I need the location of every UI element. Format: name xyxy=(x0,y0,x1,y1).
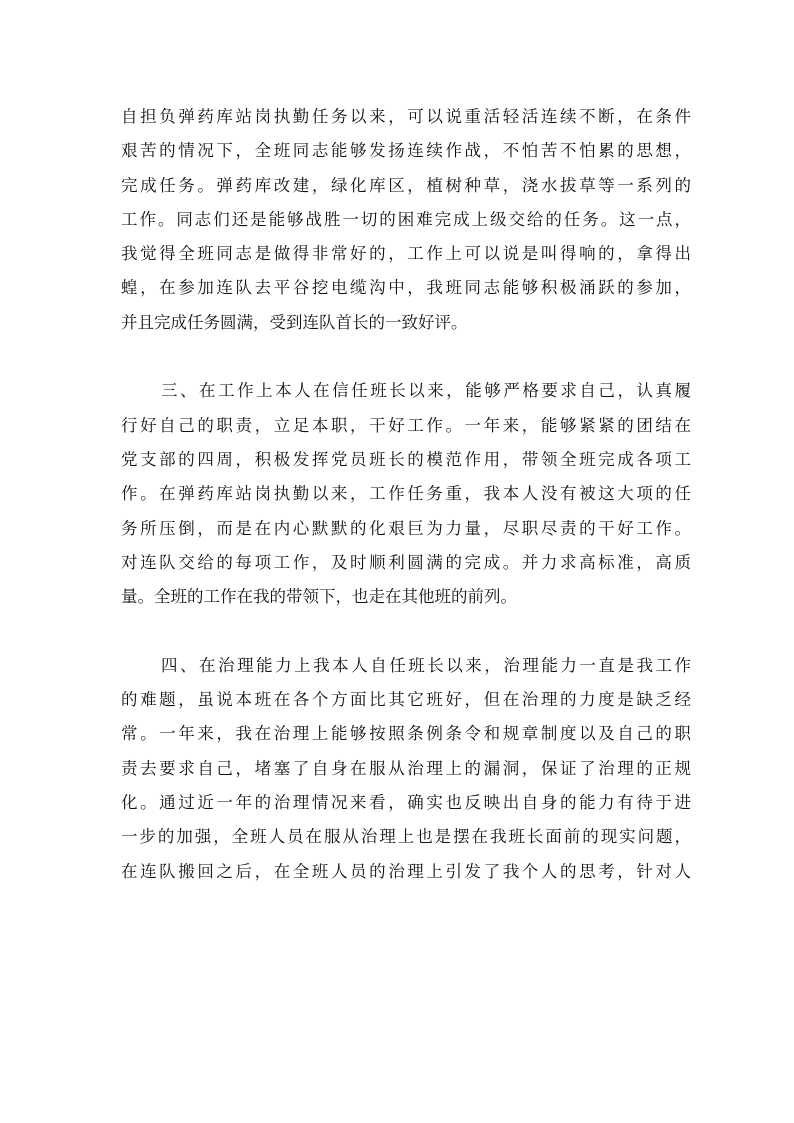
text-line: 自担负弹药库站岗执勤任务以来，可以说重活轻活连续不断，在条件 xyxy=(121,107,691,126)
paragraph-section-four xyxy=(121,649,691,889)
text-line: 的难题，虽说本班在各个方面比其它班好，但在治理的力度是缺乏经 xyxy=(121,690,691,710)
text-line: 四、在治理能力上我本人自任班长以来，治理能力一直是我工作 xyxy=(161,655,691,675)
text-line: 对连队交给的每项工作，及时顺利圆满的完成。并力求高标准，高质 xyxy=(121,552,691,572)
text-line: 党支部的四周，积极发挥党员班长的模范作用，带领全班完成各项工 xyxy=(121,449,691,469)
text-line: 完成任务。弹药库改建，绿化库区，植树种草，浇水拔草等一系列的 xyxy=(121,175,691,195)
text-line: 艰苦的情况下，全班同志能够发扬连续作战，不怕苦不怕累的思想， xyxy=(121,141,691,161)
text-line: 行好自己的职责，立足本职，干好工作。一年来，能够紧紧的团结在 xyxy=(121,415,691,435)
text-line: 工作。同志们还是能够战胜一切的困难完成上级交给的任务。这一点， xyxy=(121,209,691,229)
text-line: 蝗，在参加连队去平谷挖电缆沟中，我班同志能够积极涌跃的参加， xyxy=(121,278,691,298)
paragraph-duty-summary xyxy=(121,100,691,340)
text-line: 一步的加强，全班人员在服从治理上也是摆在我班长面前的现实问题， xyxy=(121,827,691,847)
paragraph-spacer xyxy=(121,614,691,648)
text-line: 量。全班的工作在我的带领下，也走在其他班的前列。 xyxy=(121,587,517,607)
text-line: 在连队搬回之后，在全班人员的治理上引发了我个人的思考，针对人 xyxy=(121,861,691,881)
text-line: 并且完成任务圆满，受到连队首长的一致好评。 xyxy=(121,312,468,332)
document-body xyxy=(121,100,691,889)
text-line: 务所压倒，而是在内心默默的化艰巨为力量，尽职尽责的干好工作。 xyxy=(121,518,691,538)
paragraph-spacer xyxy=(121,340,691,374)
paragraph-section-three xyxy=(121,374,691,614)
text-line: 责去要求自己，堵塞了自身在服从治理上的漏洞，保证了治理的正规 xyxy=(121,758,691,778)
text-line: 我觉得全班同志是做得非常好的，工作上可以说是叫得响的，拿得出 xyxy=(121,244,691,264)
text-line: 常。一年来，我在治理上能够按照条例条令和规章制度以及自己的职 xyxy=(121,724,691,744)
text-line: 三、在工作上本人在信任班长以来，能够严格要求自己，认真履 xyxy=(161,381,691,401)
text-line: 作。在弹药库站岗执勤以来，工作任务重，我本人没有被这大项的任 xyxy=(121,484,691,504)
text-line: 化。通过近一年的治理情况来看，确实也反映出自身的能力有待于进 xyxy=(121,792,691,812)
